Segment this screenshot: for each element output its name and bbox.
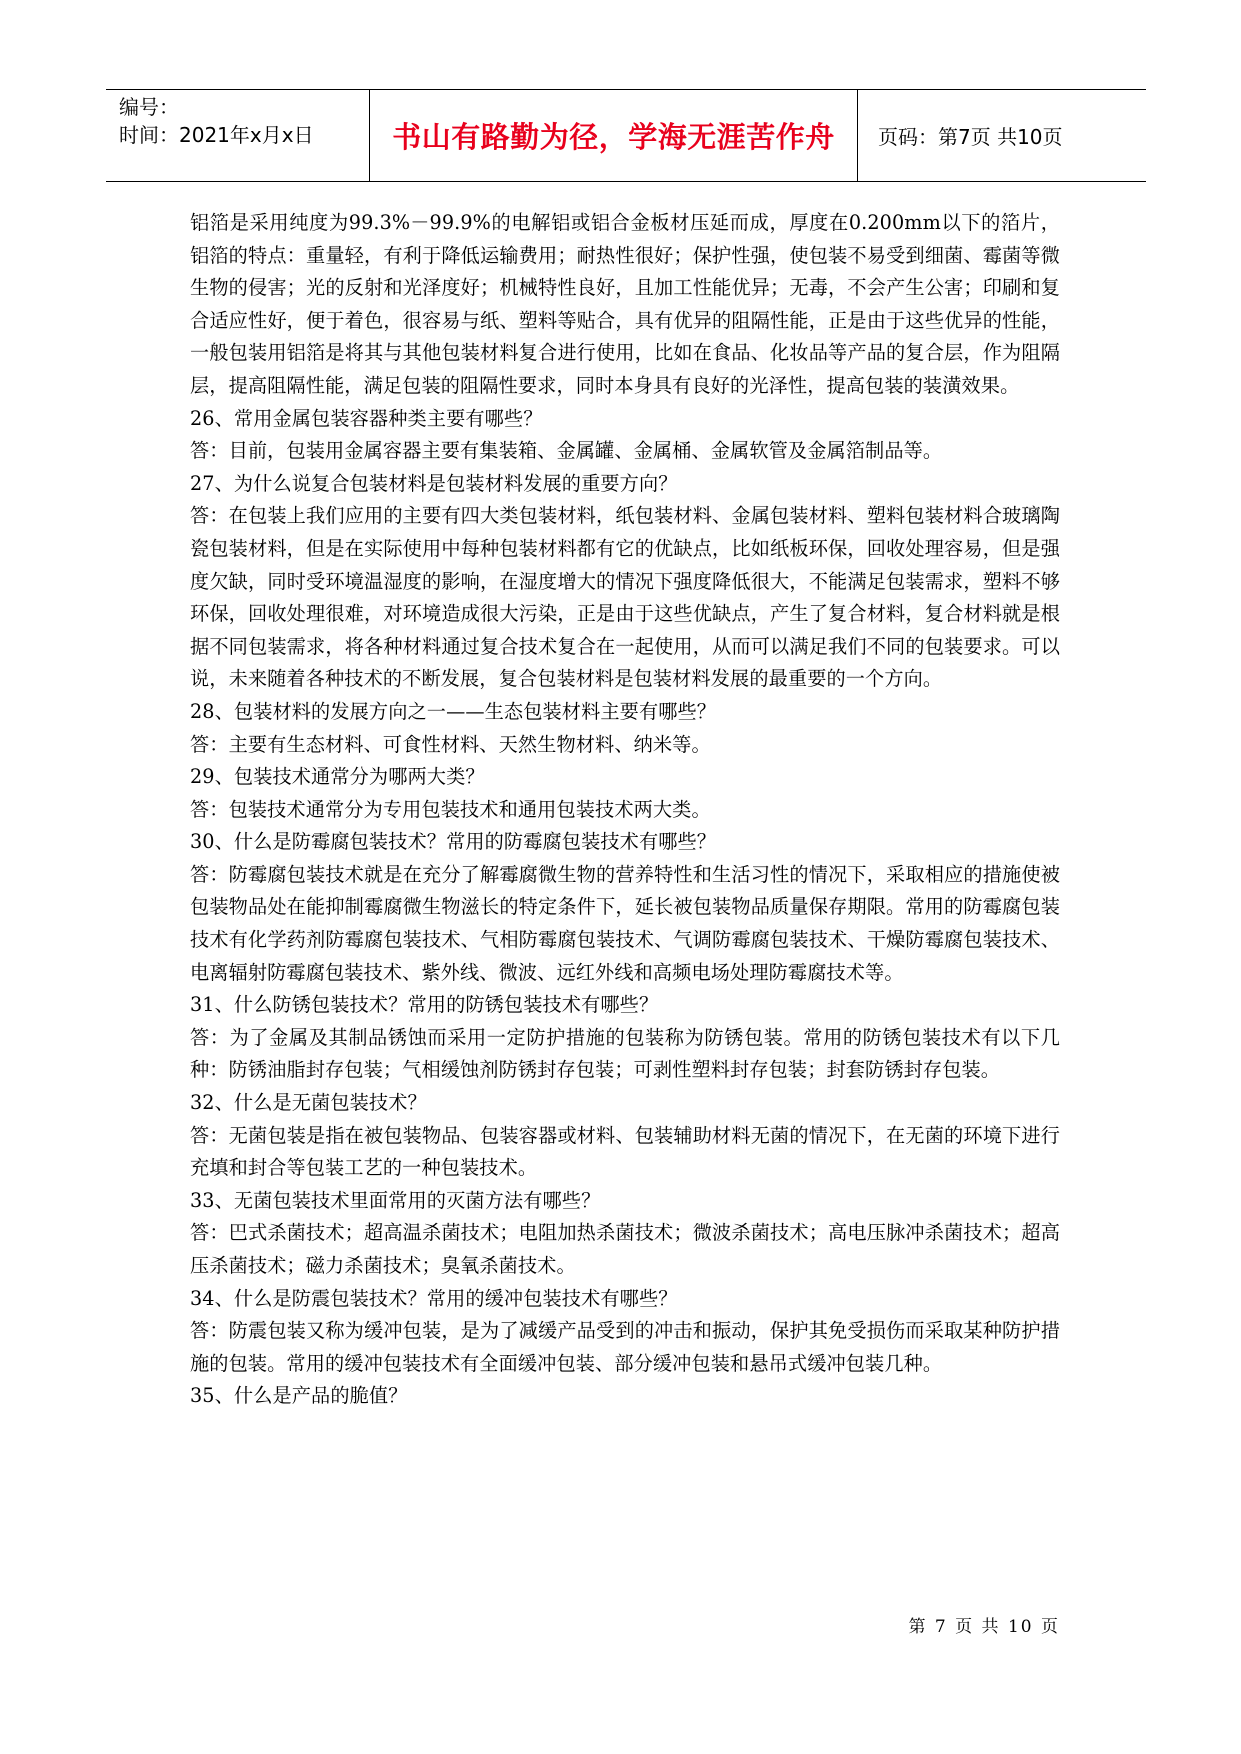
answer: 答：主要有生态材料、可食性材料、天然生物材料、纳米等。 (190, 732, 711, 756)
question: 33、无菌包装技术里面常用的灭菌方法有哪些？ (190, 1188, 601, 1212)
header-page-number: 页码：第7页 共10页 (878, 125, 1063, 149)
question: 26、常用金属包装容器种类主要有哪些？ (190, 406, 543, 430)
answer: 答：目前，包装用金属容器主要有集装箱、金属罐、金属桶、金属软管及金属箔制品等。 (190, 439, 943, 463)
page-header (106, 89, 1146, 182)
paragraph: 铝箔是采用纯度为99.3%－99.9%的电解铝或铝合金板材压延而成，厚度在0.200mm以下的箔片，铝箔的特点：重量轻，有利于降低运输费用；耐热性很好；保护性强，使包装不易受到细菌、霉菌等微生物的侵害；光的反射和光泽度好；机械特性良好，且加工性能优异；无毒，不会产生公害；印刷和复合适应性好，便于着色，很容易与纸、塑料等贴合，具有优异的阻隔性能，正是由于这些优异的性能，一般包装用铝箔是将其与其他包装材料复合进行使用，比如在食品、化妆品等产品的复合层，作为阻隔层，提高阻隔性能，满足包装的阻隔性要求，同时本身具有良好的光泽性，提高包装的装潢效果。 (190, 211, 1060, 397)
question: 30、什么是防霉腐包装技术？常用的防霉腐包装技术有哪些？ (190, 830, 717, 854)
question: 29、包装技术通常分为哪两大类？ (190, 765, 485, 789)
answer: 答：防震包装又称为缓冲包装，是为了减缓产品受到的冲击和振动，保护其免受损伤而采取某种防护措施的包装。常用的缓冲包装技术有全面缓冲包装、部分缓冲包装和悬吊式缓冲包装几种。 (190, 1319, 1060, 1375)
answer: 答：在包装上我们应用的主要有四大类包装材料，纸包装材料、金属包装材料、塑料包装材料合玻璃陶瓷包装材料，但是在实际使用中每种包装材料都有它的优缺点，比如纸板环保，回收处理容易，但是强度欠缺，同时受环境温湿度的影响，在湿度增大的情况下强度降低很大，不能满足包装需求，塑料不够环保，回收处理很难，对环境造成很大污染，正是由于这些优缺点，产生了复合材料，复合材料就是根据不同包装需求，将各种材料通过复合技术复合在一起使用，从而可以满足我们不同的包装要求。可以说，未来随着各种技术的不断发展，复合包装材料是包装材料发展的最重要的一个方向。 (190, 504, 1060, 691)
document-number-label: 编号： (119, 95, 179, 119)
page-footer: 第 7 页 共 10 页 (908, 1617, 1060, 1637)
header-info-cell (106, 90, 370, 181)
answer: 答：巴式杀菌技术；超高温杀菌技术；电阻加热杀菌技术；微波杀菌技术；高电压脉冲杀菌技术；超高压杀菌技术；磁力杀菌技术；臭氧杀菌技术。 (190, 1221, 1060, 1277)
header-motto: 书山有路勤为径，学海无涯苦作舟 (370, 90, 858, 181)
document-body (190, 207, 1060, 1413)
question: 34、什么是防震包装技术？常用的缓冲包装技术有哪些？ (190, 1286, 678, 1310)
question: 28、包装材料的发展方向之一——生态包装材料主要有哪些？ (190, 699, 717, 723)
answer: 答：为了金属及其制品锈蚀而采用一定防护措施的包装称为防锈包装。常用的防锈包装技术有以下几种：防锈油脂封存包装；气相缓蚀剂防锈封存包装；可剥性塑料封存包装；封套防锈封存包装。 (190, 1025, 1060, 1082)
document-time-label: 时间：2021年x月x日 (119, 123, 314, 147)
question: 35、什么是产品的脆值？ (190, 1384, 408, 1408)
question: 32、什么是无菌包装技术？ (190, 1091, 427, 1115)
question: 27、为什么说复合包装材料是包装材料发展的重要方向？ (190, 471, 678, 495)
answer: 答：包装技术通常分为专用包装技术和通用包装技术两大类。 (190, 797, 711, 821)
answer: 答：无菌包装是指在被包装物品、包装容器或材料、包装辅助材料无菌的情况下，在无菌的环境下进行充填和封合等包装工艺的一种包装技术。 (190, 1123, 1060, 1180)
answer: 答：防霉腐包装技术就是在充分了解霉腐微生物的营养特性和生活习性的情况下，采取相应的措施使被包装物品处在能抑制霉腐微生物滋长的特定条件下，延长被包装物品质量保存期限。常用的防霉腐包装技术有化学药剂防霉腐包装技术、气相防霉腐包装技术、气调防霉腐包装技术、干燥防霉腐包装技术、电离辐射防霉腐包装技术、紫外线、微波、远红外线和高频电场处理防霉腐技术等。 (190, 862, 1060, 984)
question: 31、什么防锈包装技术？常用的防锈包装技术有哪些？ (190, 993, 659, 1017)
